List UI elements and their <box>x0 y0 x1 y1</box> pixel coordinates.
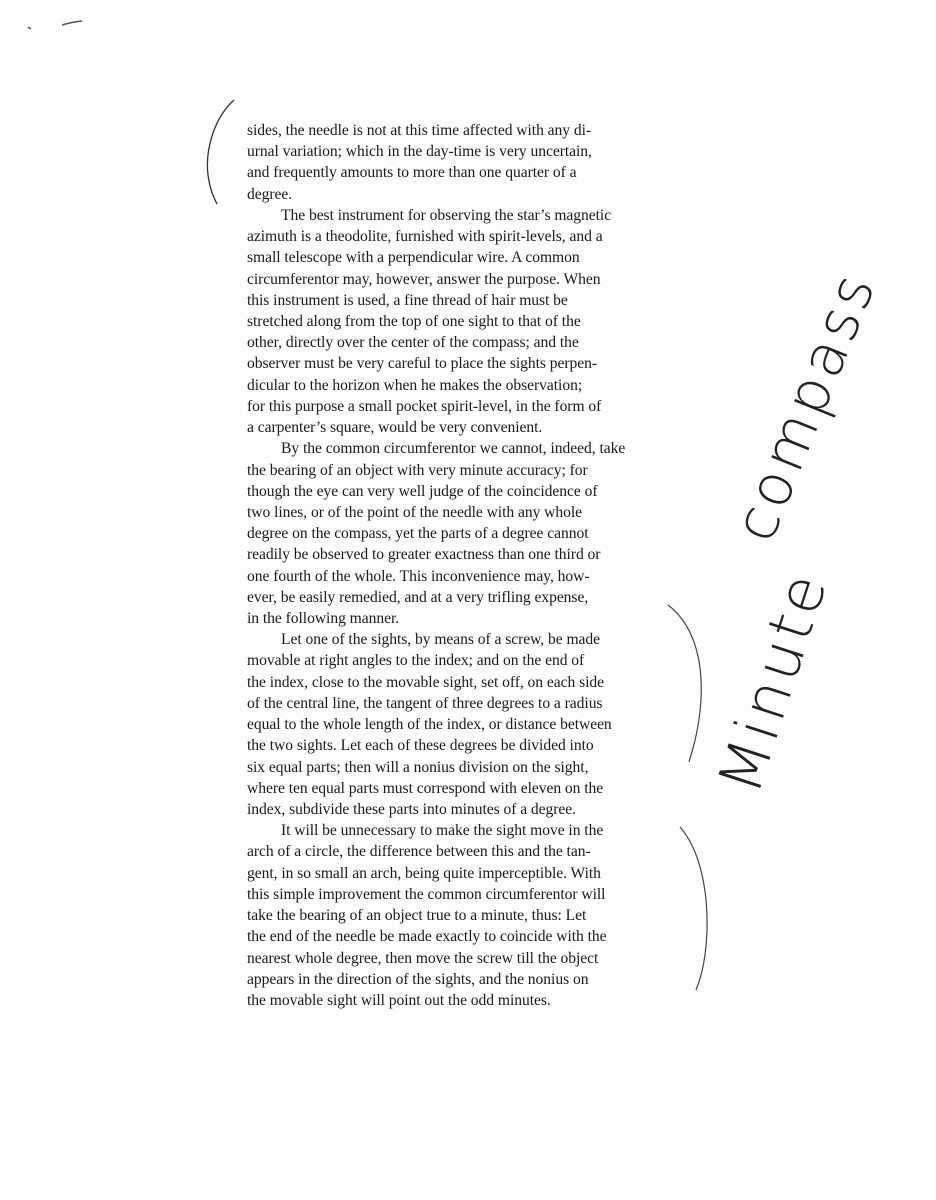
text-line: a carpenter’s square, would be very convenient. <box>247 419 543 437</box>
text-line: urnal variation; which in the day-time is very uncertain, <box>247 143 592 161</box>
text-line: By the common circumferentor we cannot, indeed, take <box>281 440 626 458</box>
text-line: degree on the compass, yet the parts of a degree cannot <box>247 525 589 543</box>
text-line: observer must be very careful to place the sights perpen- <box>247 355 598 373</box>
text-line: Let one of the sights, by means of a screw, be made <box>281 631 601 649</box>
text-line: one fourth of the whole. This inconvenience may, how- <box>247 567 590 585</box>
text-line: of the central line, the tangent of three degrees to a radius <box>247 694 603 712</box>
text-line: for this purpose a small pocket spirit-level, in the form of <box>247 397 602 415</box>
stray-mark <box>62 21 82 25</box>
text-line: the movable sight will point out the odd minutes. <box>247 991 551 1009</box>
text-line: The best instrument for observing the star’s magnetic <box>281 206 612 224</box>
stray-mark <box>28 27 31 29</box>
text-line: small telescope with a perpendicular wire. A common <box>247 249 580 267</box>
text-line: though the eye can very well judge of the coincidence of <box>247 482 598 500</box>
text-line: sides, the needle is not at this time affected with any di- <box>247 122 592 139</box>
margin-bracket-top <box>207 100 234 204</box>
handwritten-note-compass: compass <box>720 261 890 551</box>
text-line: dicular to the horizon when he makes the observation; <box>247 376 583 394</box>
text-line: take the bearing of an object true to a minute, thus: Let <box>247 907 587 925</box>
text-line: stretched along from the top of one sight to that of the <box>247 312 581 330</box>
text-line: It will be unnecessary to make the sight move in the <box>281 822 604 840</box>
text-line: circumferentor may, however, answer the purpose. When <box>247 270 601 288</box>
text-line: two lines, or of the point of the needle with any whole <box>247 503 583 521</box>
handwritten-note-minute: Minute <box>705 562 843 802</box>
text-line: six equal parts; then will a nonius division on the sight, <box>247 758 589 776</box>
text-line: readily be observed to greater exactness than one third or <box>247 546 601 564</box>
text-line: in the following manner. <box>247 610 400 628</box>
text-line: equal to the whole length of the index, or distance between <box>247 716 612 734</box>
body-text <box>247 120 687 1011</box>
text-line: nearest whole degree, then move the screw till the object <box>247 949 599 967</box>
text-line: arch of a circle, the difference between this and the tan- <box>247 843 591 861</box>
text-line: this instrument is used, a fine thread of hair must be <box>247 291 568 309</box>
text-line: the end of the needle be made exactly to coincide with the <box>247 928 607 946</box>
text-line: the two sights. Let each of these degrees be divided into <box>247 737 594 755</box>
text-line: index, subdivide these parts into minutes of a degree. <box>247 801 577 818</box>
text-line: ever, be easily remedied, and at a very trifling expense, <box>247 588 589 606</box>
text-line: gent, in so small an arch, being quite imperceptible. With <box>247 864 601 882</box>
text-line: where ten equal parts must correspond with eleven on the <box>247 779 604 797</box>
text-line: and frequently amounts to more than one quarter of a <box>247 164 577 182</box>
text-line: this simple improvement the common circumferentor will <box>247 885 606 903</box>
text-line: movable at right angles to the index; and on the end of <box>247 652 585 670</box>
text-line: the index, close to the movable sight, set off, on each side <box>247 673 605 691</box>
text-line: other, directly over the center of the compass; and the <box>247 334 579 352</box>
text-line: the bearing of an object with very minute accuracy; for <box>247 461 588 479</box>
text-line: appears in the direction of the sights, and the nonius on <box>247 970 589 988</box>
text-line: azimuth is a theodolite, furnished with spirit-levels, and a <box>247 228 603 246</box>
text-line: degree. <box>247 185 293 203</box>
